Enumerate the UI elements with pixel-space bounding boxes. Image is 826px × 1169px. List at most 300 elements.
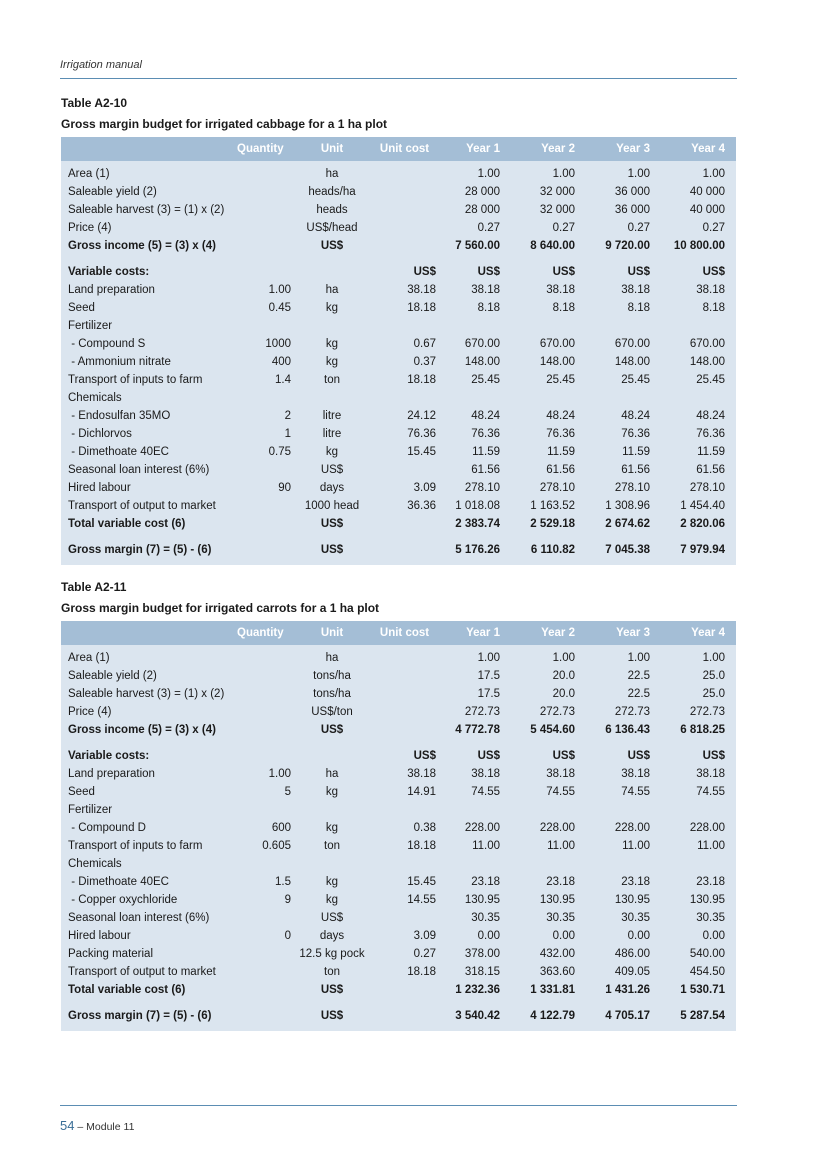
year-3-cell: 2 674.62 <box>605 518 650 530</box>
year-4-cell: 0.00 <box>702 930 725 942</box>
quantity-cell <box>237 645 291 667</box>
table-row <box>61 371 736 389</box>
unit-cell: kg <box>325 786 339 798</box>
year-3-cell <box>586 855 661 873</box>
row-label: Seasonal loan interest (6%) <box>68 912 210 924</box>
unit-cost-cell <box>373 667 436 685</box>
unit-cell: US$ <box>320 912 344 924</box>
row-label: - Dimethoate 40EC <box>68 446 169 458</box>
row-label: - Endosulfan 35MO <box>68 410 171 422</box>
year-3-cell: 8.18 <box>627 302 650 314</box>
unit-cost-cell: 14.55 <box>407 894 436 906</box>
unit-cost-cell: 18.18 <box>407 966 436 978</box>
year-3-cell: 272.73 <box>614 706 650 718</box>
year-4-cell: 61.56 <box>696 464 725 476</box>
row-label: Gross margin (7) = (5) - (6) <box>68 544 212 556</box>
row-label: - Dimethoate 40EC <box>68 876 169 888</box>
table-row <box>61 703 736 721</box>
spacer-cell <box>61 255 736 263</box>
footer-rule <box>60 1105 737 1106</box>
unit-cell: US$ <box>320 1010 344 1022</box>
year-4-cell: 228.00 <box>689 822 725 834</box>
row-label: Total variable cost (6) <box>68 518 186 530</box>
row-label: Transport of output to market <box>68 500 216 512</box>
unit-cost-cell <box>373 1007 436 1031</box>
row-label: Saleable yield (2) <box>68 670 157 682</box>
quantity-cell: 1.00 <box>268 284 291 296</box>
year-2-cell: 38.18 <box>546 284 575 296</box>
spacer-cell <box>61 533 736 541</box>
unit-cost-cell: 36.36 <box>407 500 436 512</box>
year-4-cell: 38.18 <box>696 284 725 296</box>
unit-cell: ha <box>325 168 339 180</box>
year-4-cell: 11.00 <box>697 840 725 852</box>
table-row <box>61 389 736 407</box>
unit-cost-cell <box>373 685 436 703</box>
year-1-cell: 3 540.42 <box>455 1010 500 1022</box>
year-4-cell: 1 530.71 <box>680 984 725 996</box>
year-3-cell: 11.59 <box>622 446 650 458</box>
year-3-cell: 228.00 <box>614 822 650 834</box>
table-row <box>61 801 736 819</box>
table-row <box>61 747 736 765</box>
unit-cost-cell <box>373 645 436 667</box>
year-2-cell: 5 454.60 <box>530 724 575 736</box>
unit-cost-cell: 3.09 <box>413 930 436 942</box>
column-header: Year 4 <box>661 621 736 645</box>
year-2-cell: 670.00 <box>539 338 575 350</box>
year-4-cell: 1.00 <box>702 652 725 664</box>
unit-cell: 12.5 kg pock <box>299 948 365 960</box>
spacer-cell <box>61 999 736 1007</box>
year-4-cell: 272.73 <box>689 706 725 718</box>
unit-cell <box>291 801 373 819</box>
year-2-cell: 148.00 <box>539 356 575 368</box>
column-header: Year 1 <box>436 137 511 161</box>
quantity-cell: 400 <box>271 356 291 368</box>
quantity-cell <box>237 497 291 515</box>
year-3-cell: 409.05 <box>614 966 650 978</box>
year-3-cell: 670.00 <box>614 338 650 350</box>
row-spacer <box>61 999 736 1007</box>
year-1-cell: US$ <box>477 266 500 278</box>
year-1-cell: 23.18 <box>471 876 500 888</box>
year-2-cell: 432.00 <box>539 948 575 960</box>
module-label: Module 11 <box>86 1121 135 1133</box>
quantity-cell: 5 <box>284 786 291 798</box>
table-row <box>61 219 736 237</box>
row-label: Price (4) <box>68 222 112 234</box>
header-rule <box>60 78 737 79</box>
row-label: - Compound D <box>68 822 146 834</box>
table-row <box>61 237 736 255</box>
column-header: Quantity <box>237 621 291 645</box>
year-2-cell: 61.56 <box>546 464 575 476</box>
year-2-cell: 130.95 <box>539 894 575 906</box>
unit-cell: US$ <box>320 724 344 736</box>
row-label: Seed <box>68 302 95 314</box>
year-4-cell: 74.55 <box>696 786 725 798</box>
unit-cost-cell <box>373 909 436 927</box>
year-3-cell <box>586 317 661 335</box>
row-label: Fertilizer <box>68 804 113 816</box>
table-row <box>61 873 736 891</box>
year-2-cell: 23.18 <box>546 876 575 888</box>
year-4-cell: 76.36 <box>696 428 725 440</box>
quantity-cell <box>237 317 291 335</box>
year-4-cell <box>661 855 736 873</box>
unit-cost-cell <box>373 461 436 479</box>
year-3-cell: 38.18 <box>621 768 650 780</box>
year-1-cell: 30.35 <box>471 912 500 924</box>
quantity-cell <box>237 909 291 927</box>
year-1-cell: US$ <box>477 750 500 762</box>
unit-cost-cell <box>373 183 436 201</box>
year-1-cell: 1.00 <box>477 652 500 664</box>
column-header <box>61 137 237 161</box>
row-label: Packing material <box>68 948 154 960</box>
table-row <box>61 645 736 667</box>
row-label: Variable costs: <box>68 266 150 278</box>
unit-cell: days <box>319 930 345 942</box>
table-a2-10-caption: Gross margin budget for irrigated cabbage for a 1 ha plot <box>61 117 388 131</box>
year-3-cell: 38.18 <box>621 284 650 296</box>
column-header: Unit <box>291 621 373 645</box>
year-4-cell <box>661 317 736 335</box>
year-2-cell: 32 000 <box>539 204 575 216</box>
year-2-cell <box>511 801 586 819</box>
row-label: Seasonal loan interest (6%) <box>68 464 210 476</box>
row-label: Total variable cost (6) <box>68 984 186 996</box>
spacer-cell <box>61 739 736 747</box>
year-4-cell: 30.35 <box>696 912 725 924</box>
year-1-cell: 0.00 <box>477 930 500 942</box>
quantity-cell <box>237 685 291 703</box>
year-2-cell: 8 640.00 <box>530 240 575 252</box>
unit-cell: US$ <box>320 518 344 530</box>
year-2-cell: 11.00 <box>547 840 575 852</box>
year-4-cell: 1 454.40 <box>680 500 725 512</box>
year-3-cell: 36 000 <box>614 186 650 198</box>
year-4-cell: 25.0 <box>702 670 725 682</box>
quantity-cell <box>237 747 291 765</box>
year-3-cell: 1.00 <box>627 652 650 664</box>
year-4-cell: US$ <box>702 750 725 762</box>
year-1-cell: 670.00 <box>464 338 500 350</box>
unit-cost-cell: 18.18 <box>407 374 436 386</box>
row-label: Gross income (5) = (3) x (4) <box>68 724 216 736</box>
row-label: Area (1) <box>68 168 110 180</box>
row-label: - Copper oxychloride <box>68 894 178 906</box>
unit-cost-cell: US$ <box>413 266 436 278</box>
year-2-cell: US$ <box>552 750 575 762</box>
column-header: Year 4 <box>661 137 736 161</box>
unit-cell <box>291 263 373 281</box>
year-2-cell: 20.0 <box>552 670 575 682</box>
unit-cost-cell: 0.38 <box>413 822 436 834</box>
year-2-cell: 228.00 <box>539 822 575 834</box>
quantity-cell <box>237 721 291 739</box>
unit-cell: tons/ha <box>313 670 351 682</box>
year-1-cell: 148.00 <box>464 356 500 368</box>
table-row <box>61 425 736 443</box>
row-label: Price (4) <box>68 706 112 718</box>
table-row <box>61 263 736 281</box>
unit-cell: kg <box>325 356 339 368</box>
row-label: Gross margin (7) = (5) - (6) <box>68 1010 212 1022</box>
unit-cell: US$ <box>320 464 344 476</box>
year-1-cell <box>436 389 511 407</box>
row-label: Transport of output to market <box>68 966 216 978</box>
unit-cell: litre <box>322 410 342 422</box>
unit-cost-cell <box>373 703 436 721</box>
column-header: Unit cost <box>373 621 436 645</box>
quantity-cell: 90 <box>278 482 291 494</box>
unit-cost-cell: 14.91 <box>407 786 436 798</box>
table-row <box>61 685 736 703</box>
year-4-cell: 278.10 <box>689 482 725 494</box>
row-label: Fertilizer <box>68 320 113 332</box>
row-label: - Dichlorvos <box>68 428 132 440</box>
row-label: Hired labour <box>68 930 131 942</box>
column-header: Year 2 <box>511 137 586 161</box>
quantity-cell <box>237 183 291 201</box>
table-row <box>61 855 736 873</box>
quantity-cell: 0.45 <box>268 302 291 314</box>
unit-cost-cell: 0.27 <box>413 948 436 960</box>
row-label: Land preparation <box>68 284 155 296</box>
year-1-cell: 7 560.00 <box>455 240 500 252</box>
unit-cell <box>291 855 373 873</box>
year-2-cell: 32 000 <box>539 186 575 198</box>
unit-cost-cell <box>373 515 436 533</box>
column-header: Quantity <box>237 137 291 161</box>
row-label: Gross income (5) = (3) x (4) <box>68 240 216 252</box>
unit-cell: heads <box>316 204 348 216</box>
year-4-cell: 1.00 <box>702 168 725 180</box>
year-1-cell: 378.00 <box>464 948 500 960</box>
cabbage-budget-table <box>61 137 736 565</box>
year-1-cell: 130.95 <box>464 894 500 906</box>
unit-cost-cell <box>373 317 436 335</box>
unit-cell: kg <box>325 894 339 906</box>
year-2-cell: 1 331.81 <box>530 984 575 996</box>
unit-cost-cell: US$ <box>413 750 436 762</box>
year-1-cell: 28 000 <box>464 186 500 198</box>
year-2-cell: 11.59 <box>547 446 575 458</box>
year-2-cell: 2 529.18 <box>530 518 575 530</box>
year-2-cell: 278.10 <box>539 482 575 494</box>
year-3-cell: 74.55 <box>621 786 650 798</box>
unit-cost-cell: 76.36 <box>407 428 436 440</box>
year-3-cell: 1.00 <box>627 168 650 180</box>
row-label: Variable costs: <box>68 750 150 762</box>
quantity-cell <box>237 801 291 819</box>
year-4-cell: 23.18 <box>696 876 725 888</box>
year-1-cell: 25.45 <box>471 374 500 386</box>
quantity-cell <box>237 541 291 565</box>
unit-cell: ton <box>324 840 340 852</box>
quantity-cell: 600 <box>271 822 291 834</box>
unit-cell: days <box>319 482 345 494</box>
quantity-cell: 1.5 <box>275 876 291 888</box>
year-3-cell: US$ <box>627 750 650 762</box>
year-3-cell <box>586 801 661 819</box>
year-3-cell: 22.5 <box>627 688 650 700</box>
year-4-cell: 10 800.00 <box>673 240 725 252</box>
quantity-cell <box>237 963 291 981</box>
table-row <box>61 407 736 425</box>
unit-cell: ha <box>325 652 339 664</box>
quantity-cell <box>237 703 291 721</box>
unit-cell: heads/ha <box>308 186 356 198</box>
column-header <box>61 621 237 645</box>
year-2-cell: 6 110.82 <box>530 544 575 556</box>
row-label: Transport of inputs to farm <box>68 840 203 852</box>
year-2-cell: 272.73 <box>539 706 575 718</box>
table-row <box>61 927 736 945</box>
year-1-cell: 61.56 <box>471 464 500 476</box>
table-row <box>61 317 736 335</box>
year-3-cell: US$ <box>627 266 650 278</box>
unit-cell: US$/head <box>306 222 358 234</box>
table-row <box>61 765 736 783</box>
column-header: Unit cost <box>373 137 436 161</box>
table-a2-10-label: Table A2-10 <box>61 96 128 110</box>
quantity-cell: 1.4 <box>275 374 291 386</box>
year-2-cell: 1.00 <box>552 652 575 664</box>
year-3-cell: 25.45 <box>621 374 650 386</box>
row-label: Saleable harvest (3) = (1) x (2) <box>68 688 225 700</box>
table-row <box>61 183 736 201</box>
unit-cell: ha <box>325 284 339 296</box>
year-1-cell <box>436 855 511 873</box>
year-2-cell: 38.18 <box>546 768 575 780</box>
unit-cell: kg <box>325 822 339 834</box>
header-row <box>61 137 736 161</box>
year-1-cell: 1.00 <box>477 168 500 180</box>
quantity-cell <box>237 461 291 479</box>
unit-cost-cell: 24.12 <box>407 410 436 422</box>
unit-cell: kg <box>325 338 339 350</box>
year-3-cell: 0.27 <box>627 222 650 234</box>
table-row <box>61 909 736 927</box>
year-4-cell: 0.27 <box>702 222 725 234</box>
row-label: - Compound S <box>68 338 146 350</box>
unit-cell: kg <box>325 446 339 458</box>
year-2-cell: 1.00 <box>552 168 575 180</box>
table-row <box>61 1007 736 1031</box>
year-1-cell: 11.00 <box>472 840 500 852</box>
unit-cell: 1000 head <box>304 500 360 512</box>
table-row <box>61 515 736 533</box>
year-4-cell: US$ <box>702 266 725 278</box>
unit-cell: litre <box>322 428 342 440</box>
row-label: Transport of inputs to farm <box>68 374 203 386</box>
carrots-budget-table <box>61 621 736 1031</box>
year-2-cell: US$ <box>552 266 575 278</box>
unit-cost-cell <box>373 389 436 407</box>
year-1-cell: 2 383.74 <box>455 518 500 530</box>
year-3-cell: 1 308.96 <box>605 500 650 512</box>
row-label: Saleable yield (2) <box>68 186 157 198</box>
year-4-cell: 8.18 <box>702 302 725 314</box>
year-3-cell: 36 000 <box>614 204 650 216</box>
table-row <box>61 819 736 837</box>
table-row <box>61 443 736 461</box>
table-row <box>61 281 736 299</box>
table-a2-11-caption: Gross margin budget for irrigated carrots for a 1 ha plot <box>61 601 380 615</box>
year-2-cell <box>511 855 586 873</box>
year-3-cell: 6 136.43 <box>605 724 650 736</box>
unit-cell: ha <box>325 768 339 780</box>
quantity-cell: 1 <box>284 428 291 440</box>
unit-cell: kg <box>325 876 339 888</box>
table-row <box>61 335 736 353</box>
column-header: Year 2 <box>511 621 586 645</box>
table-row <box>61 299 736 317</box>
year-2-cell: 76.36 <box>546 428 575 440</box>
unit-cell: ton <box>324 374 340 386</box>
year-4-cell: 5 287.54 <box>680 1010 725 1022</box>
year-1-cell: 28 000 <box>464 204 500 216</box>
quantity-cell <box>237 263 291 281</box>
year-1-cell: 76.36 <box>471 428 500 440</box>
table-a2-11-label: Table A2-11 <box>61 580 127 594</box>
column-header: Unit <box>291 137 373 161</box>
year-1-cell: 318.15 <box>464 966 500 978</box>
quantity-cell: 9 <box>284 894 291 906</box>
quantity-cell <box>237 981 291 999</box>
year-3-cell: 0.00 <box>627 930 650 942</box>
year-2-cell: 1 163.52 <box>530 500 575 512</box>
year-4-cell: 38.18 <box>696 768 725 780</box>
unit-cost-cell <box>373 201 436 219</box>
row-spacer <box>61 255 736 263</box>
year-4-cell <box>661 389 736 407</box>
quantity-cell <box>237 219 291 237</box>
year-4-cell: 25.0 <box>702 688 725 700</box>
year-3-cell: 11.00 <box>622 840 650 852</box>
footer-separator: – <box>74 1121 87 1133</box>
year-3-cell: 9 720.00 <box>605 240 650 252</box>
year-4-cell: 540.00 <box>689 948 725 960</box>
table-row <box>61 981 736 999</box>
year-1-cell: 38.18 <box>471 768 500 780</box>
table-row <box>61 497 736 515</box>
table-row <box>61 891 736 909</box>
column-header: Year 3 <box>586 621 661 645</box>
unit-cell: kg <box>325 302 339 314</box>
quantity-cell: 1000 <box>265 338 291 350</box>
quantity-cell: 0.605 <box>262 840 291 852</box>
table-row <box>61 161 736 183</box>
unit-cost-cell: 3.09 <box>413 482 436 494</box>
year-4-cell: 48.24 <box>696 410 725 422</box>
unit-cost-cell: 0.67 <box>413 338 436 350</box>
year-1-cell: 4 772.78 <box>455 724 500 736</box>
quantity-cell <box>237 237 291 255</box>
year-2-cell: 30.35 <box>546 912 575 924</box>
quantity-cell <box>237 201 291 219</box>
unit-cost-cell: 18.18 <box>407 302 436 314</box>
year-3-cell: 76.36 <box>621 428 650 440</box>
quantity-cell <box>237 945 291 963</box>
unit-cost-cell <box>373 801 436 819</box>
year-1-cell: 5 176.26 <box>455 544 500 556</box>
unit-cell <box>291 747 373 765</box>
table-row <box>61 667 736 685</box>
